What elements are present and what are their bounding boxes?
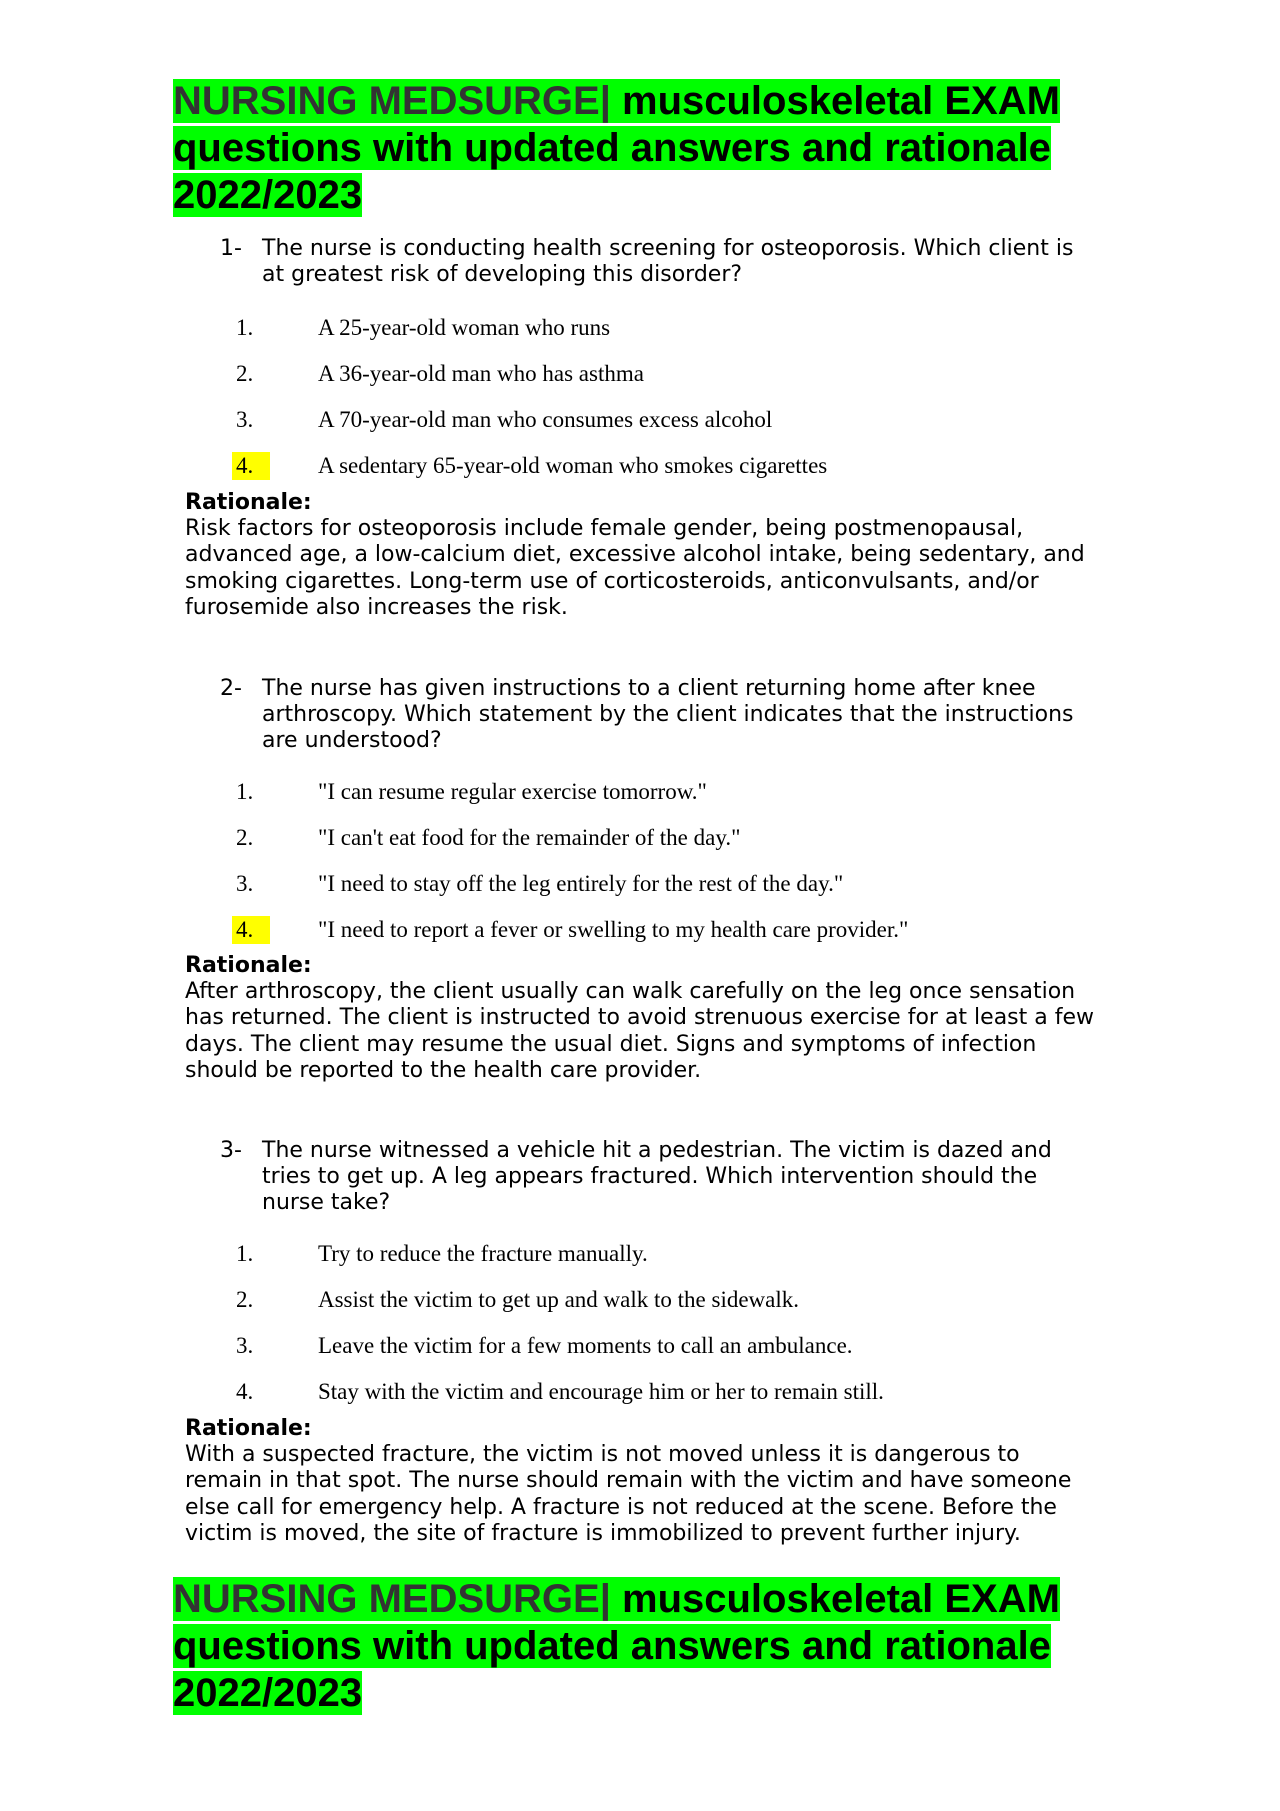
option-number: 1. xyxy=(236,1241,254,1266)
question-text: The nurse is conducting health screening for osteoporosis. Which client is at greatest risk of developing this disorder? xyxy=(262,236,1074,287)
option-text: A 36-year-old man who has asthma xyxy=(318,361,644,386)
question-text: The nurse has given instructions to a client returning home after knee arthroscopy. Which statement by the client indicates that the instructions are understood? xyxy=(262,676,1074,753)
page-title-footer xyxy=(173,1576,1073,1717)
rationale-text: Risk factors for osteoporosis include female gender, being postmenopausal, advanced age, a low-calcium diet, excessive alcohol intake, being sedentary, and smoking cigarettes. Long-term use of corticosteroids, anticonvulsants, and/or furosemide also increases the risk. xyxy=(185,516,1085,620)
title-part1: NURSING MEDSURGE| xyxy=(173,1577,611,1621)
option-2 xyxy=(236,1286,1086,1314)
question-text: The nurse witnessed a vehicle hit a pedestrian. The victim is dazed and tries to get up. A leg appears fractured. Which intervention should the nurse take? xyxy=(262,1138,1052,1215)
option-3 xyxy=(236,406,1086,434)
option-text: Stay with the victim and encourage him or her to remain still. xyxy=(318,1379,884,1404)
title-part2: musculoskeletal EXAM xyxy=(610,79,1060,123)
question-number: 3- xyxy=(220,1138,242,1163)
title-part1: NURSING MEDSURGE| xyxy=(173,79,611,123)
option-number: 2. xyxy=(236,1287,254,1312)
rationale-text: After arthroscopy, the client usually can walk carefully on the leg once sensation has returned. The client is instructed to avoid strenuous exercise for at least a few days. The client may resume the usual diet. Signs and symptoms of infection should be reported to the health care provider. xyxy=(185,979,1095,1083)
option-text: Try to reduce the fracture manually. xyxy=(318,1241,648,1266)
option-3 xyxy=(236,1332,1086,1360)
question-number: 2- xyxy=(220,676,242,701)
rationale-label: Rationale: xyxy=(185,1416,312,1441)
option-number: 1. xyxy=(236,779,254,804)
option-1 xyxy=(236,778,1086,806)
question-3 xyxy=(220,1138,1100,1216)
rationale-label: Rationale: xyxy=(185,490,312,515)
option-text: A 70-year-old man who consumes excess alcohol xyxy=(318,407,773,432)
question-1 xyxy=(220,236,1100,288)
option-4-correct xyxy=(236,916,1086,944)
rationale-label: Rationale: xyxy=(185,953,312,978)
option-number-highlighted: 4. xyxy=(232,452,270,480)
title-line3: 2022/2023 xyxy=(173,1671,363,1715)
option-number-highlighted: 4. xyxy=(232,916,270,944)
option-text: "I need to report a fever or swelling to my health care provider." xyxy=(318,917,909,942)
question-number: 1- xyxy=(220,236,242,261)
option-number: 3. xyxy=(236,1333,254,1358)
title-line2: questions with updated answers and rationale xyxy=(173,126,1051,170)
title-line3: 2022/2023 xyxy=(173,173,363,217)
question-2 xyxy=(220,676,1100,754)
option-3 xyxy=(236,870,1086,898)
option-4-correct xyxy=(236,452,1086,480)
option-text: A 25-year-old woman who runs xyxy=(318,315,611,340)
option-1 xyxy=(236,314,1086,342)
option-number: 3. xyxy=(236,407,254,432)
option-text: "I can't eat food for the remainder of the day." xyxy=(318,825,741,850)
option-text: "I need to stay off the leg entirely for the rest of the day." xyxy=(318,871,844,896)
page-title-header xyxy=(173,78,1073,219)
option-number: 2. xyxy=(236,825,254,850)
title-line2: questions with updated answers and rationale xyxy=(173,1624,1051,1668)
rationale-text: With a suspected fracture, the victim is not moved unless it is dangerous to remain in that spot. The nurse should remain with the victim and have someone else call for emergency help. A fracture is not reduced at the scene. Before the victim is moved, the site of fracture is immobilized to prevent further injury. xyxy=(185,1442,1072,1546)
option-number: 1. xyxy=(236,315,254,340)
title-part2: musculoskeletal EXAM xyxy=(610,1577,1060,1621)
option-1 xyxy=(236,1240,1086,1268)
option-text: Assist the victim to get up and walk to the sidewalk. xyxy=(318,1287,800,1312)
option-number: 3. xyxy=(236,871,254,896)
option-text: Leave the victim for a few moments to call an ambulance. xyxy=(318,1333,853,1358)
option-text: "I can resume regular exercise tomorrow." xyxy=(318,779,707,804)
option-number: 4. xyxy=(236,1379,254,1404)
option-4 xyxy=(236,1378,1086,1406)
option-2 xyxy=(236,824,1086,852)
option-text: A sedentary 65-year-old woman who smokes cigarettes xyxy=(318,453,828,478)
option-2 xyxy=(236,360,1086,388)
option-number: 2. xyxy=(236,361,254,386)
